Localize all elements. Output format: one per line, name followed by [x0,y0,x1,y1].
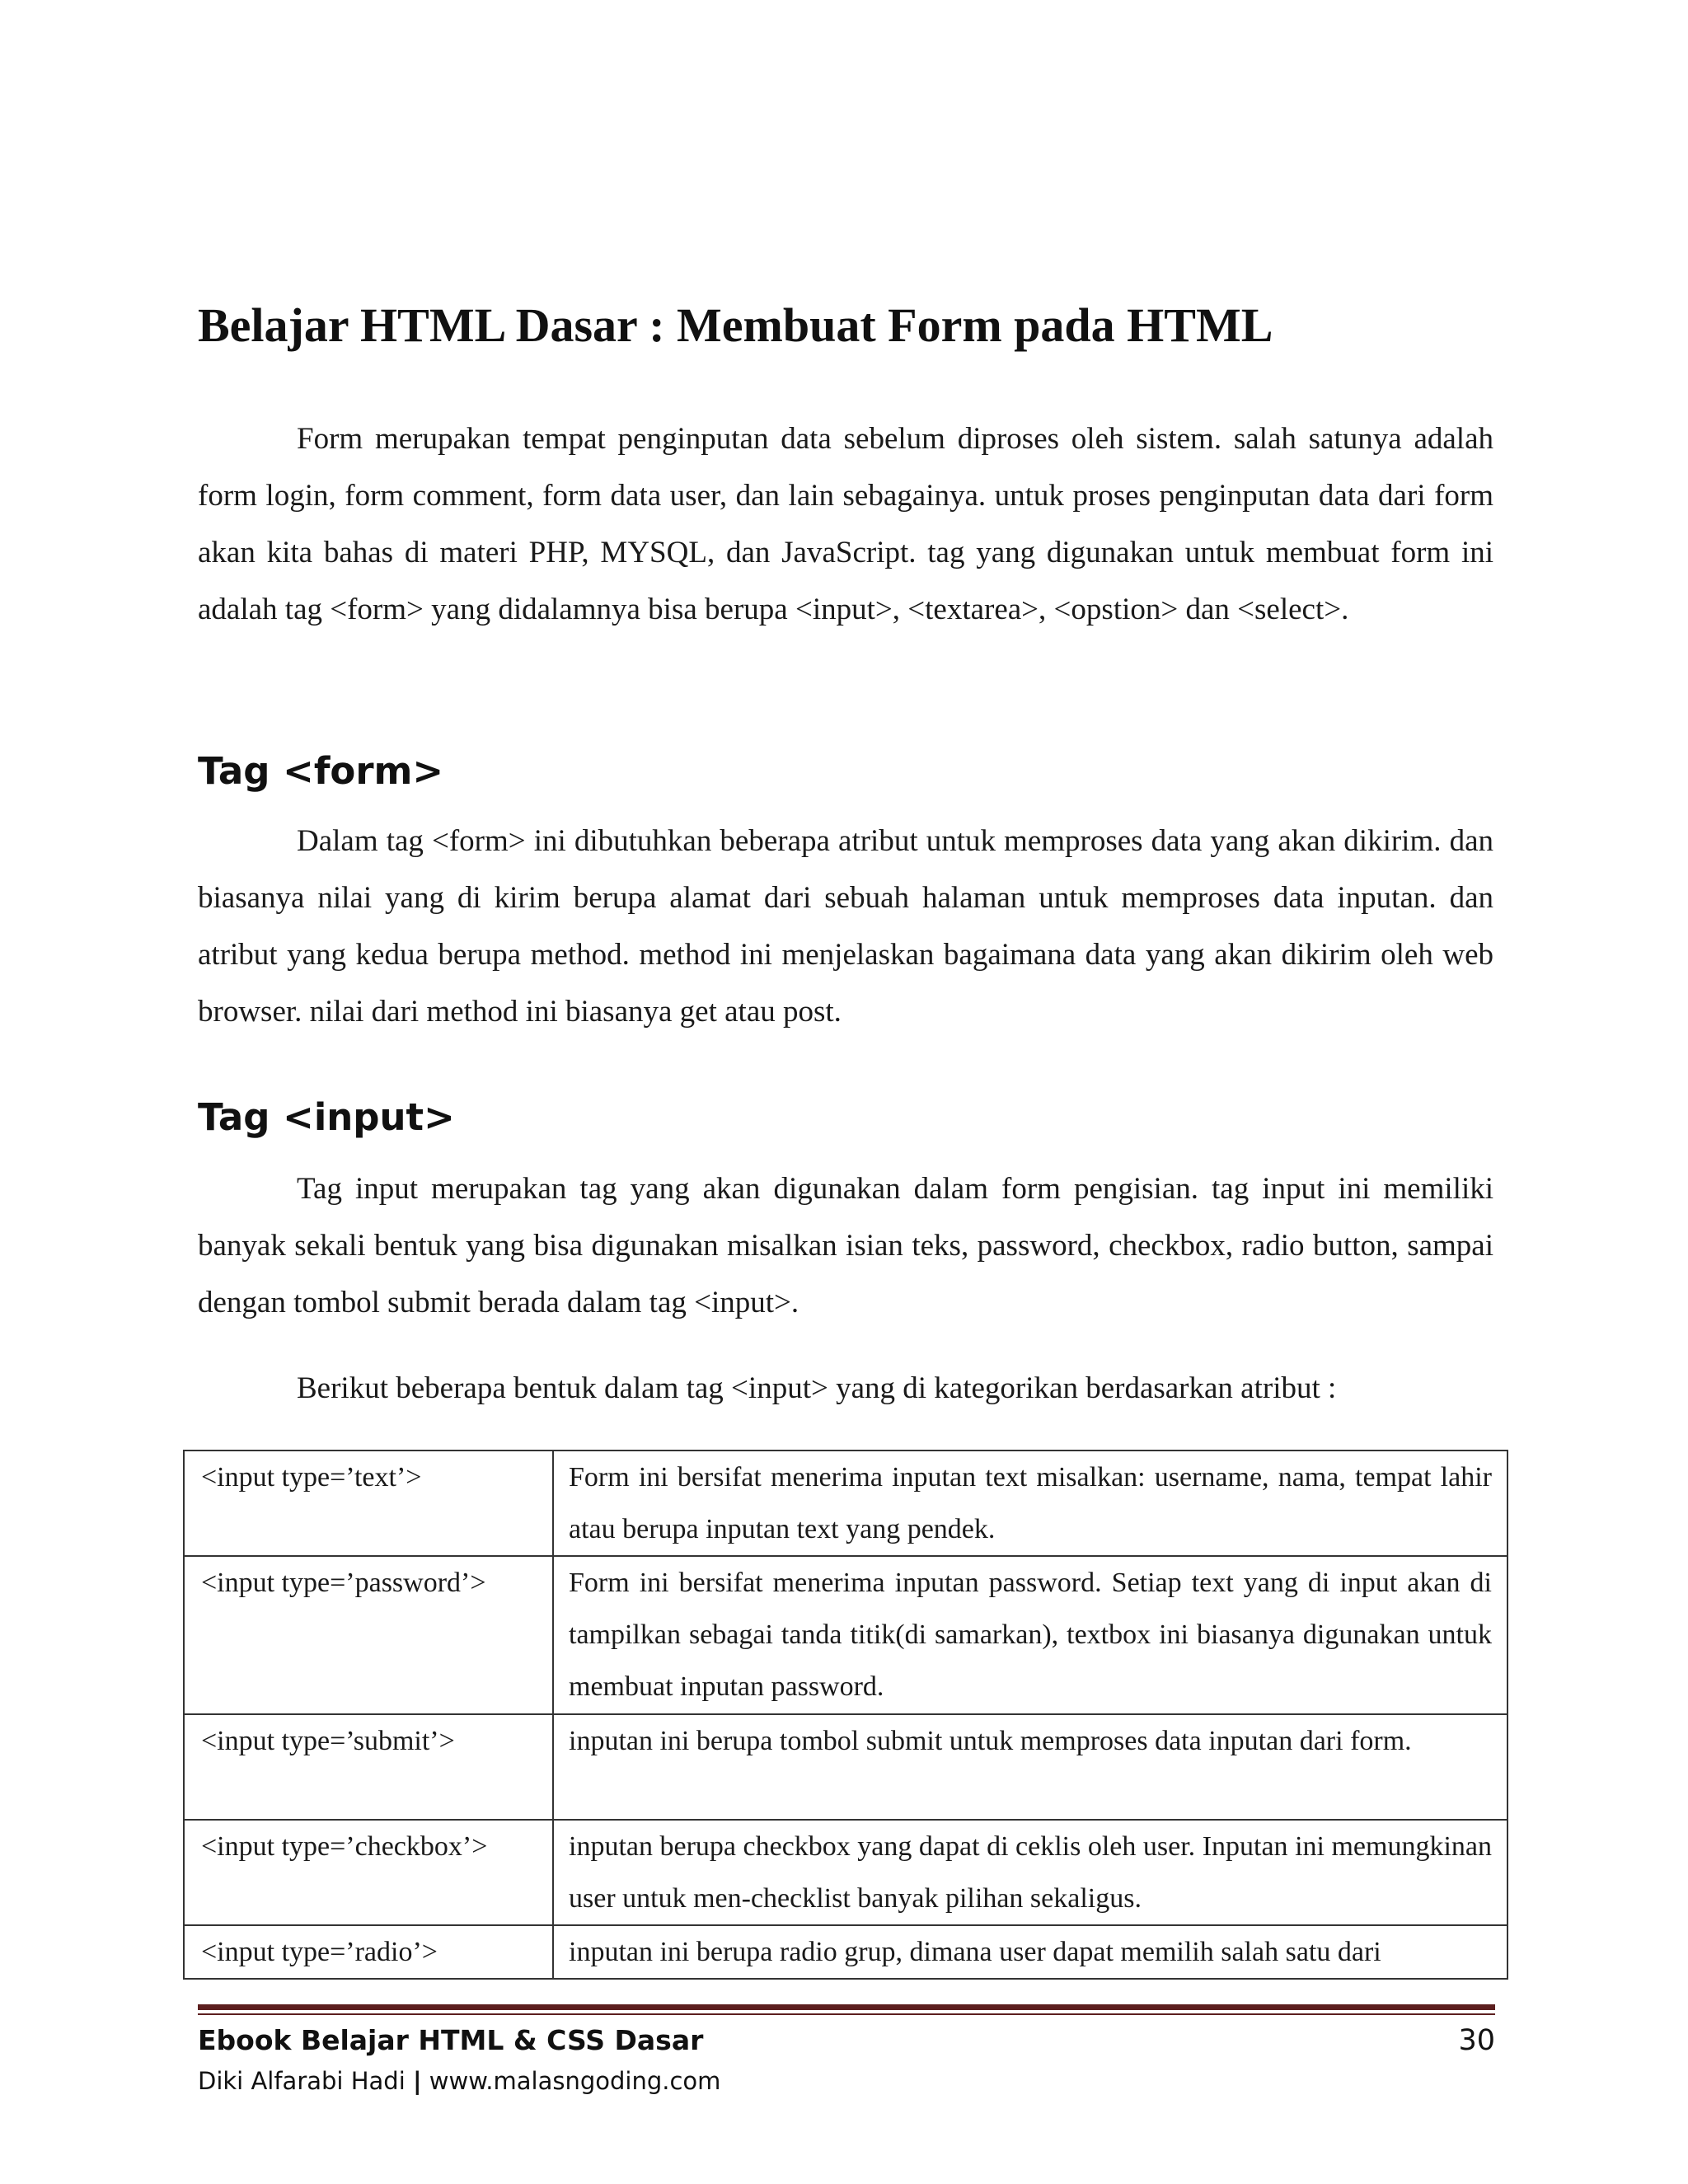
table-row [184,1820,1507,1925]
page-title: Belajar HTML Dasar : Membuat Form pada HTML [198,298,1273,352]
table-row [184,1925,1507,1979]
page-number: 30 [1458,2024,1495,2057]
table-row [184,1556,1507,1714]
input-type-code: <input type=’radio’> [184,1925,553,1979]
input-type-description: inputan berupa checkbox yang dapat di ceklis oleh user. Inputan ini memungkinan user untuk men-checklist banyak pilihan sekaligus. [553,1820,1507,1925]
footer-author: Diki Alfarabi Hadi [198,2067,406,2095]
input-type-code: <input type=’submit’> [184,1714,553,1820]
table-row [184,1714,1507,1820]
input-type-code: <input type=’checkbox’> [184,1820,553,1925]
footer-divider-thin [198,2013,1495,2015]
input-type-code: <input type=’text’> [184,1451,553,1556]
footer-divider-thick [198,2004,1495,2010]
input-type-description: Form ini bersifat menerima inputan password. Setiap text yang di input akan di tampilkan sebagai tanda titik(di samarkan), textbox ini biasanya digunakan untuk membuat inputan password. [553,1556,1507,1714]
input-type-description: inputan ini berupa tombol submit untuk memproses data inputan dari form. [553,1714,1507,1820]
input-type-description: Form ini bersifat menerima inputan text misalkan: username, nama, tempat lahir atau berupa inputan text yang pendek. [553,1451,1507,1556]
input-type-description: inputan ini berupa radio grup, dimana user dapat memilih salah satu dari [553,1925,1507,1979]
footer-author-line [198,2064,720,2098]
footer-separator: | [412,2067,422,2095]
intro-paragraph: Form merupakan tempat penginputan data sebelum diproses oleh sistem. salah satunya adalah form login, form comment, form data user, dan lain sebagainya. untuk proses penginputan data dari form akan kita bahas di materi PHP, MYSQL, dan JavaScript. tag yang digunakan untuk membuat form ini adalah tag <form> yang didalamnya bisa berupa <input>, <textarea>, <opstion> dan <select>. [198,422,1493,626]
input-type-code: <input type=’password’> [184,1556,553,1714]
form-tag-paragraph: Dalam tag <form> ini dibutuhkan beberapa atribut untuk memproses data yang akan dikirim. dan biasanya nilai yang di kirim berupa alamat dari sebuah halaman untuk memproses data inputan. dan atribut yang kedua berupa method. method ini menjelaskan bagaimana data yang akan dikirim oleh web browser. nilai dari method ini biasanya get atau post. [198,824,1493,1029]
input-types-intro: Berikut beberapa bentuk dalam tag <input> yang di kategorikan berdasarkan atribut : [297,1371,1337,1405]
input-types-table [183,1450,1508,1980]
section-heading-input-tag: Tag <input> [198,1095,455,1139]
table-row [184,1451,1507,1556]
section-heading-form-tag: Tag <form> [198,749,444,793]
footer-book-title: Ebook Belajar HTML & CSS Dasar [198,2024,704,2056]
footer-website: www.malasngoding.com [429,2067,721,2095]
input-tag-paragraph: Tag input merupakan tag yang akan digunakan dalam form pengisian. tag input ini memiliki banyak sekali bentuk yang bisa digunakan misalkan isian teks, password, checkbox, radio button, sampai dengan tombol submit berada dalam tag <input>. [198,1172,1493,1319]
